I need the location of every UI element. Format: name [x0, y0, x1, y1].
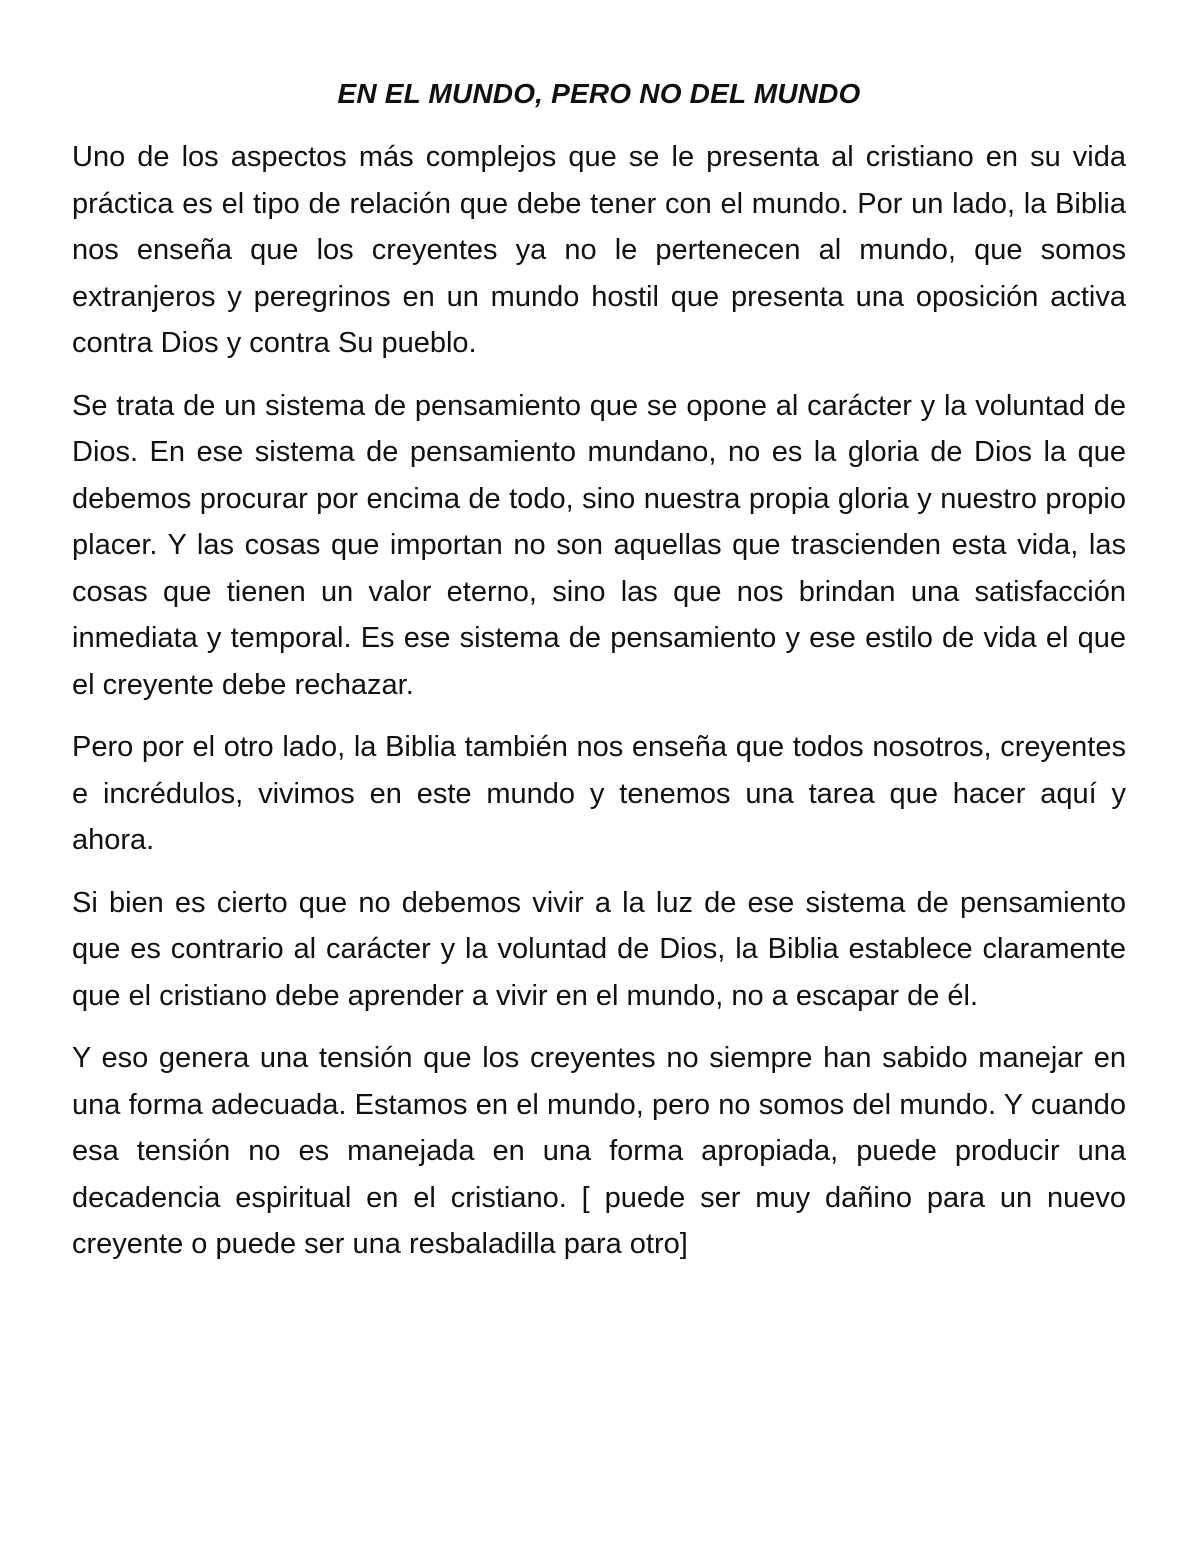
paragraph-3: Pero por el otro lado, la Biblia también nos enseña que todos nosotros, creyentes e incrédulos, vivimos en este mundo y tenemos una tarea que hacer aquí y ahora. [72, 731, 1126, 856]
paragraph-2: Se trata de un sistema de pensamiento que se opone al carácter y la voluntad de Dios. En ese sistema de pensamiento mundano, no es la gloria de Dios la que debemos procurar por encima de todo, sino nuestra propia gloria y nuestro propio placer. Y las cosas que importan no son aquellas que trascienden esta vida, las cosas que tienen un valor eterno, sino las que nos brindan una satisfacción inmediata y temporal. Es ese sistema de pensamiento y ese estilo de vida el que el creyente debe rechazar. [72, 389, 1126, 701]
paragraph-4: Si bien es cierto que no debemos vivir a la luz de ese sistema de pensamiento que es contrario al carácter y la voluntad de Dios, la Biblia establece claramente que el cristiano debe aprender a vivir en el mundo, no a escapar de él. [72, 886, 1126, 1012]
document-title: EN EL MUNDO, PERO NO DEL MUNDO [337, 78, 861, 109]
document-body [72, 134, 1126, 1284]
paragraph-5: Y eso genera una tensión que los creyentes no siempre han sabido manejar en una forma adecuada. Estamos en el mundo, pero no somos del mundo. Y cuando esa tensión no es manejada en una forma apropiada, puede producir una decadencia espiritual en el cristiano. [ puede ser muy dañino para un nuevo creyente o puede ser una resbaladilla para otro] [72, 1042, 1126, 1260]
paragraph-1: Uno de los aspectos más complejos que se le presenta al cristiano en su vida práctica es el tipo de relación que debe tener con el mundo. Por un lado, la Biblia nos enseña que los creyentes ya no le pertenecen al mundo, que somos extranjeros y peregrinos en un mundo hostil que presenta una oposición activa contra Dios y contra Su pueblo. [72, 141, 1126, 359]
